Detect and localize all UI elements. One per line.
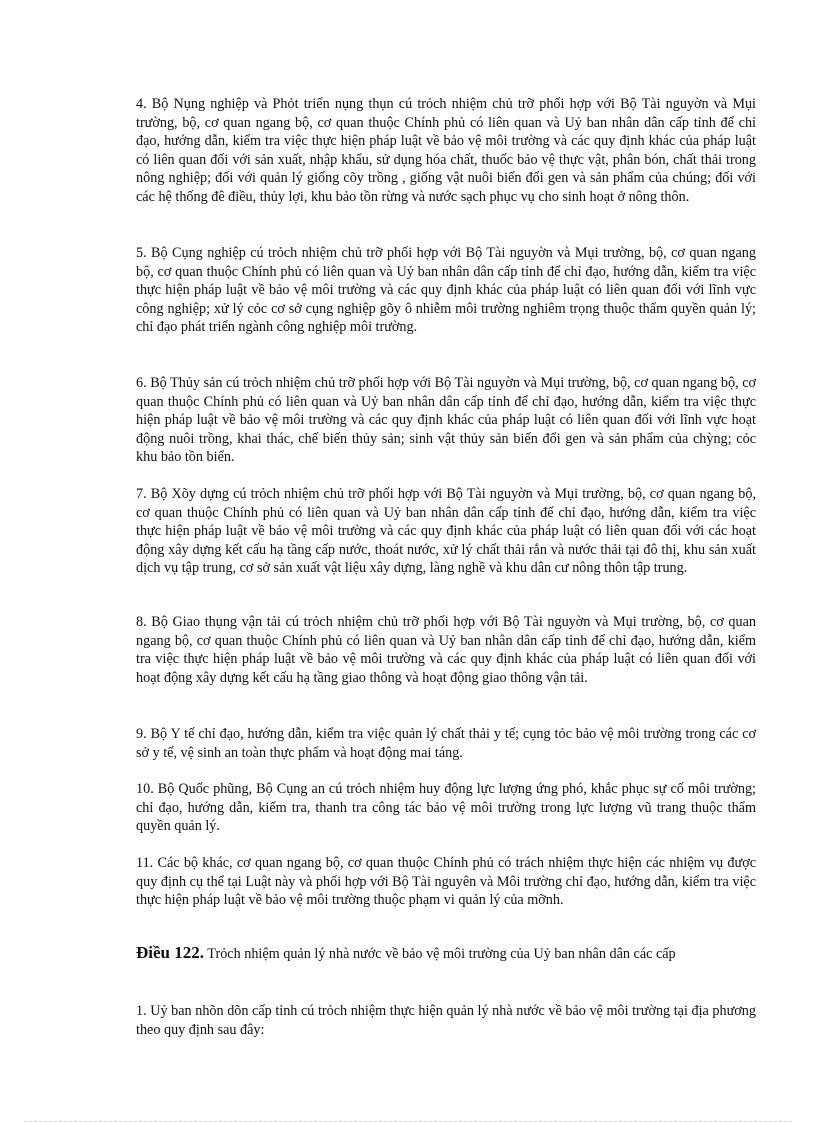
paragraph-article-122-1: 1. Uỷ ban nhõn dõn cấp tỉnh cú trỏch nhiệm thực hiện quản lý nhà nước về bảo vệ môi trường tại địa phương theo quy định sau đây:: [136, 1003, 756, 1038]
article-label: Điều 122.: [136, 943, 204, 962]
paragraph-9: 9. Bộ Y tế chỉ đạo, hướng dẫn, kiểm tra việc quản lý chất thải y tế; cụng tỏc bảo vệ môi trường trong các cơ sở y tế, vệ sinh an toàn thực phẩm và hoạt động mai táng.: [136, 726, 756, 761]
paragraph-11: 11. Các bộ khác, cơ quan ngang bộ, cơ quan thuộc Chính phủ có trách nhiệm thực hiện các nhiệm vụ được quy định cụ thể tại Luật này và phối hợp với Bộ Tài nguyên và Môi trường chỉ đạo, hướng dẫn, kiểm tra việc thực hiện pháp luật về bảo vệ môi trường thuộc phạm vi quản lý của mỡnh.: [136, 855, 756, 909]
paragraph-6: 6. Bộ Thủy sản cú trỏch nhiệm chủ trỡ phối hợp với Bộ Tài nguyờn và Mụi trường, bộ, cơ quan ngang bộ, cơ quan thuộc Chính phủ có liên quan và Uỷ ban nhân dân cấp tỉnh để chỉ đạo, hướng dẫn, kiểm tra việc thực hiện pháp luật về bảo vệ môi trường và các quy định khác của pháp luật có liên quan đối với lĩnh vực hoạt động nuôi trồng, khai thác, chế biến thủy sản; sinh vật thủy sản biến đổi gen và sản phẩm của chỳng; cỏc khu bảo tồn biển.: [136, 375, 756, 466]
article-title: Trỏch nhiệm quản lý nhà nước về bảo vệ môi trường của Uỷ ban nhân dân các cấp: [207, 946, 676, 962]
article-heading: [136, 944, 756, 964]
paragraph-4: 4. Bộ Nụng nghiệp và Phỏt triển nụng thụn cú trỏch nhiệm chủ trỡ phối hợp với Bộ Tài nguyờn và Mụi trường, bộ, cơ quan ngang bộ, cơ quan thuộc Chính phủ có liên quan và Uỷ ban nhân dân cấp tỉnh để chỉ đạo, hướng dẫn, kiểm tra việc thực hiện pháp luật về bảo vệ môi trường và các quy định khác của pháp luật có liên quan đối với sản xuất, nhập khẩu, sử dụng hóa chất, thuốc bảo vệ thực vật, phân bón, chất thải trong nông nghiệp; đối với quản lý giống cõy trồng , giống vật nuôi biến đổi gen và sản phẩm của chúng; đối với các hệ thống đê điều, thủy lợi, khu bảo tồn rừng và nước sạch phục vụ cho sinh hoạt ở nông thôn.: [136, 96, 756, 205]
page-bottom-rule: [24, 1121, 792, 1122]
paragraph-10: 10. Bộ Quốc phũng, Bộ Cụng an cú trỏch nhiệm huy động lực lượng ứng phó, khắc phục sự cố môi trường; chỉ đạo, hướng dẫn, kiểm tra, thanh tra công tác bảo vệ môi trường trong lực lượng vũ trang thuộc thẩm quyền quản lý.: [136, 781, 756, 835]
paragraph-8: 8. Bộ Giao thụng vận tải cú trỏch nhiệm chủ trỡ phối hợp với Bộ Tài nguyờn và Mụi trường, bộ, cơ quan ngang bộ, cơ quan thuộc Chính phủ có liên quan và Uỷ ban nhân dân cấp tỉnh để chỉ đạo, hướng dẫn, kiểm tra việc thực hiện pháp luật về bảo vệ môi trường và các quy định khác của pháp luật có liên quan đối với hoạt động xây dựng kết cấu hạ tầng giao thông và hoạt động giao thông vận tải.: [136, 614, 756, 686]
paragraph-7: 7. Bộ Xõy dựng cú trỏch nhiệm chủ trỡ phối hợp với Bộ Tài nguyờn và Mụi trường, bộ, cơ quan ngang bộ, cơ quan thuộc Chính phủ có liên quan và Uỷ ban nhân dân cấp tỉnh để chỉ đạo, hướng dẫn, kiểm tra việc thực hiện pháp luật về bảo vệ môi trường và các quy định khác của pháp luật có liên quan đối với các hoạt động xây dựng kết cấu hạ tầng cấp nước, thoát nước, xử lý chất thải rắn và nước thải tại đô thị, khu sản xuất dịch vụ tập trung, cơ sở sản xuất vật liệu xây dựng, làng nghề và khu dân cư nông thôn tập trung.: [136, 486, 756, 577]
paragraph-5: 5. Bộ Cụng nghiệp cú trỏch nhiệm chủ trỡ phối hợp với Bộ Tài nguyờn và Mụi trường, bộ, cơ quan ngang bộ, cơ quan thuộc Chính phủ có liên quan và Uỷ ban nhân dân cấp tỉnh để chỉ đạo, hướng dẫn, kiểm tra việc thực hiện pháp luật về bảo vệ môi trường và các quy định khác của pháp luật có liên quan đối với lĩnh vực công nghiệp; xử lý cỏc cơ sở cụng nghiệp gõy ô nhiễm môi trường nghiêm trọng thuộc thẩm quyền quản lý; chỉ đạo phát triển ngành công nghiệp môi trường.: [136, 245, 756, 336]
